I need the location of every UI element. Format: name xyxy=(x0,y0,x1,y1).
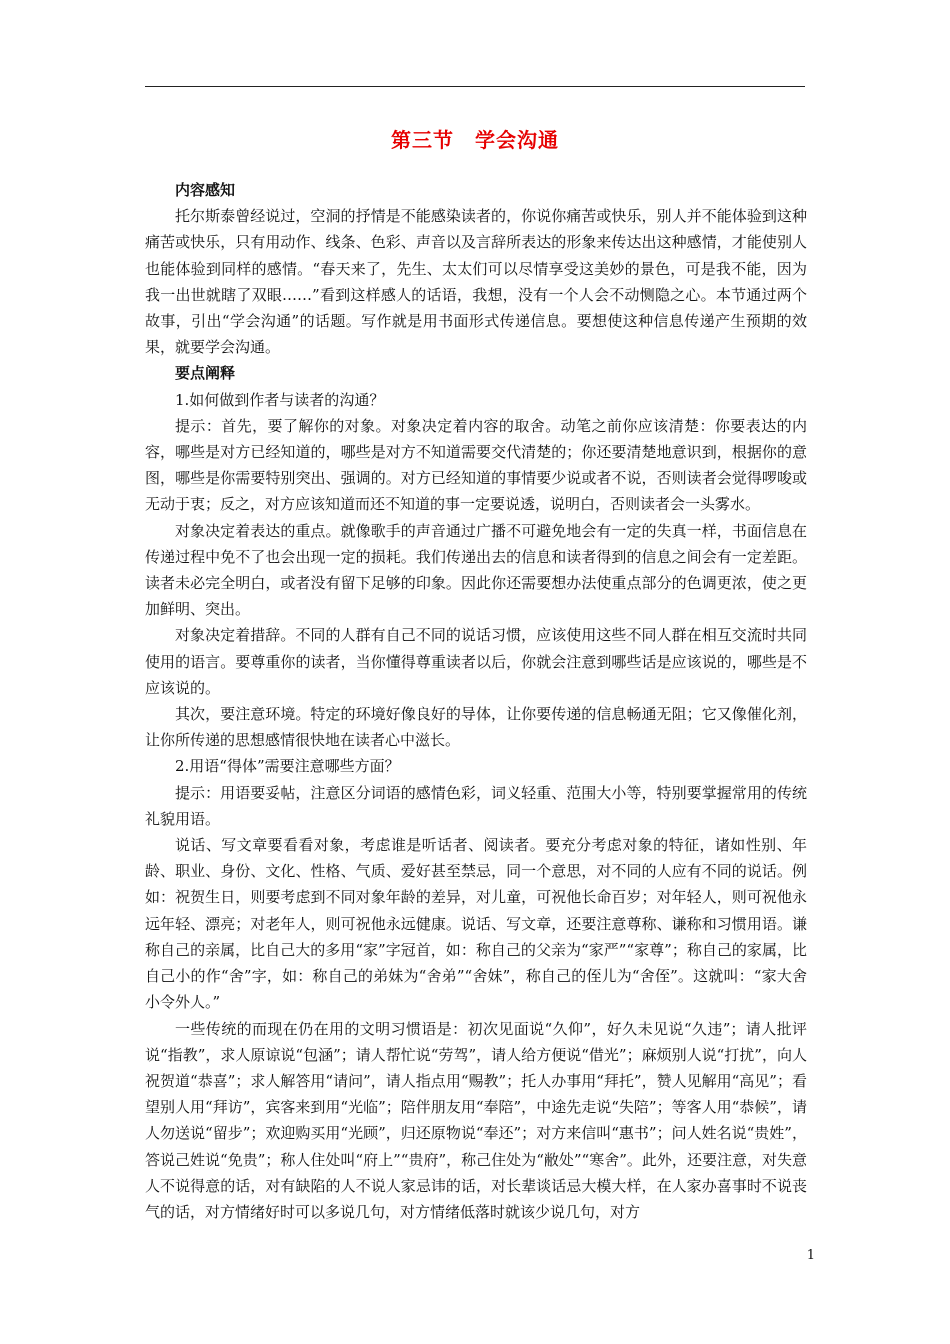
document-body xyxy=(145,177,807,1225)
question-1: 1.如何做到作者与读者的沟通？ xyxy=(175,390,385,409)
paragraph: 说话、写文章要看看对象，考虑谁是听话者、阅读者。要充分考虑对象的特征，诸如性别、年龄、职业、身份、文化、性格、气质、爱好甚至禁忌，同一个意思，对不同的人应有不同的说话。例如：祝贺生日，则要考虑到不同对象年龄的差异，对儿童，可祝他长命百岁；对年轻人，则可祝他永远年轻、漂亮；对老年人，则可祝他永远健康。说话、写文章，还要注意尊称、谦称和习惯用语。谦称自己的亲属，比自己大的多用“家”字冠首，如：称自己的父亲为“家严”“家尊”；称自己的家属，比自己小的作“舍”字，如：称自己的弟妹为“舍弟”“舍妹”，称自己的侄儿为“舍侄”。这就叫：“家大舍小令外人。” xyxy=(145,836,807,1012)
header-rule xyxy=(145,86,805,87)
paragraph: 提示：首先，要了解你的对象。对象决定着内容的取舍。动笔之前你应该清楚：你要表达的内容，哪些是对方已经知道的，哪些是对方不知道需要交代清楚的；你还要清楚地意识到，根据你的意图，哪些是你需要特别突出、强调的。对方已经知道的事情要少说或者不说，否则读者会觉得啰唆或无动于衷；反之，对方应该知道而还不知道的事一定要说透，说明白，否则读者会一头雾水。 xyxy=(145,416,807,514)
paragraph: 托尔斯泰曾经说过，空洞的抒情是不能感染读者的，你说你痛苦或快乐，别人并不能体验到这种痛苦或快乐，只有用动作、线条、色彩、声音以及言辞所表达的形象来传达出这种感情，才能使别人也能体验到同样的感情。“春天来了，先生、太太们可以尽情享受这美妙的景色，可是我不能，因为我一出世就瞎了双眼……”看到这样感人的话语，我想，没有一个人会不动恻隐之心。本节通过两个故事，引出“学会沟通”的话题。写作就是用书面形式传递信息。要想使这种信息传递产生预期的效果，就要学会沟通。 xyxy=(145,207,807,357)
page-title: 第三节 学会沟通 xyxy=(391,128,559,152)
paragraph: 其次，要注意环境。特定的环境好像良好的导体，让你要传递的信息畅通无阻；它又像催化剂，让你所传递的思想感情很快地在读者心中滋长。 xyxy=(145,705,807,750)
section-heading-key-points: 要点阐释 xyxy=(175,364,236,383)
section-heading-content-perception: 内容感知 xyxy=(175,181,236,199)
question-2: 2.用语“得体”需要注意哪些方面？ xyxy=(175,757,400,776)
paragraph: 一些传统的而现在仍在用的文明习惯语是：初次见面说“久仰”，好久未见说“久违”；请人批评说“指教”，求人原谅说“包涵”；请人帮忙说“劳驾”，请人给方便说“借光”；麻烦别人说“打扰”，向人祝贺道“恭喜”；求人解答用“请问”，请人指点用“赐教”；托人办事用“拜托”，赞人见解用“高见”；看望别人用“拜访”，宾客来到用“光临”；陪伴朋友用“奉陪”，中途先走说“失陪”；等客人用“恭候”，请人勿送说“留步”；欢迎购买用“光顾”，归还原物说“奉还”；对方来信叫“惠书”；问人姓名说“贵姓”，答说己姓说“免贵”；称人住处叫“府上”“贵府”，称己住处为“敝处”“寒舍”。此外，还要注意，对失意人不说得意的话，对有缺陷的人不说人家忌讳的话，对长辈谈话忌大模大样，在人家办喜事时不说丧气的话，对方情绪好时可以多说几句，对方情绪低落时就该少说几句，对方 xyxy=(145,1019,807,1221)
paragraph: 对象决定着表达的重点。就像歌手的声音通过广播不可避免地会有一定的失真一样，书面信息在传递过程中免不了也会出现一定的损耗。我们传递出去的信息和读者得到的信息之间会有一定差距。读者未必完全明白，或者没有留下足够的印象。因此你还需要想办法使重点部分的色调更浓，使之更加鲜明、突出。 xyxy=(145,521,807,619)
paragraph: 提示：用语要妥帖，注意区分词语的感情色彩，词义轻重、范围大小等，特别要掌握常用的传统礼貌用语。 xyxy=(145,783,807,828)
paragraph: 对象决定着措辞。不同的人群有自己不同的说话习惯，应该使用这些不同人群在相互交流时共同使用的语言。要尊重你的读者，当你懂得尊重读者以后，你就会注意到哪些话是应该说的，哪些是不应该说的。 xyxy=(145,626,807,697)
page-number: 1 xyxy=(806,1248,815,1263)
